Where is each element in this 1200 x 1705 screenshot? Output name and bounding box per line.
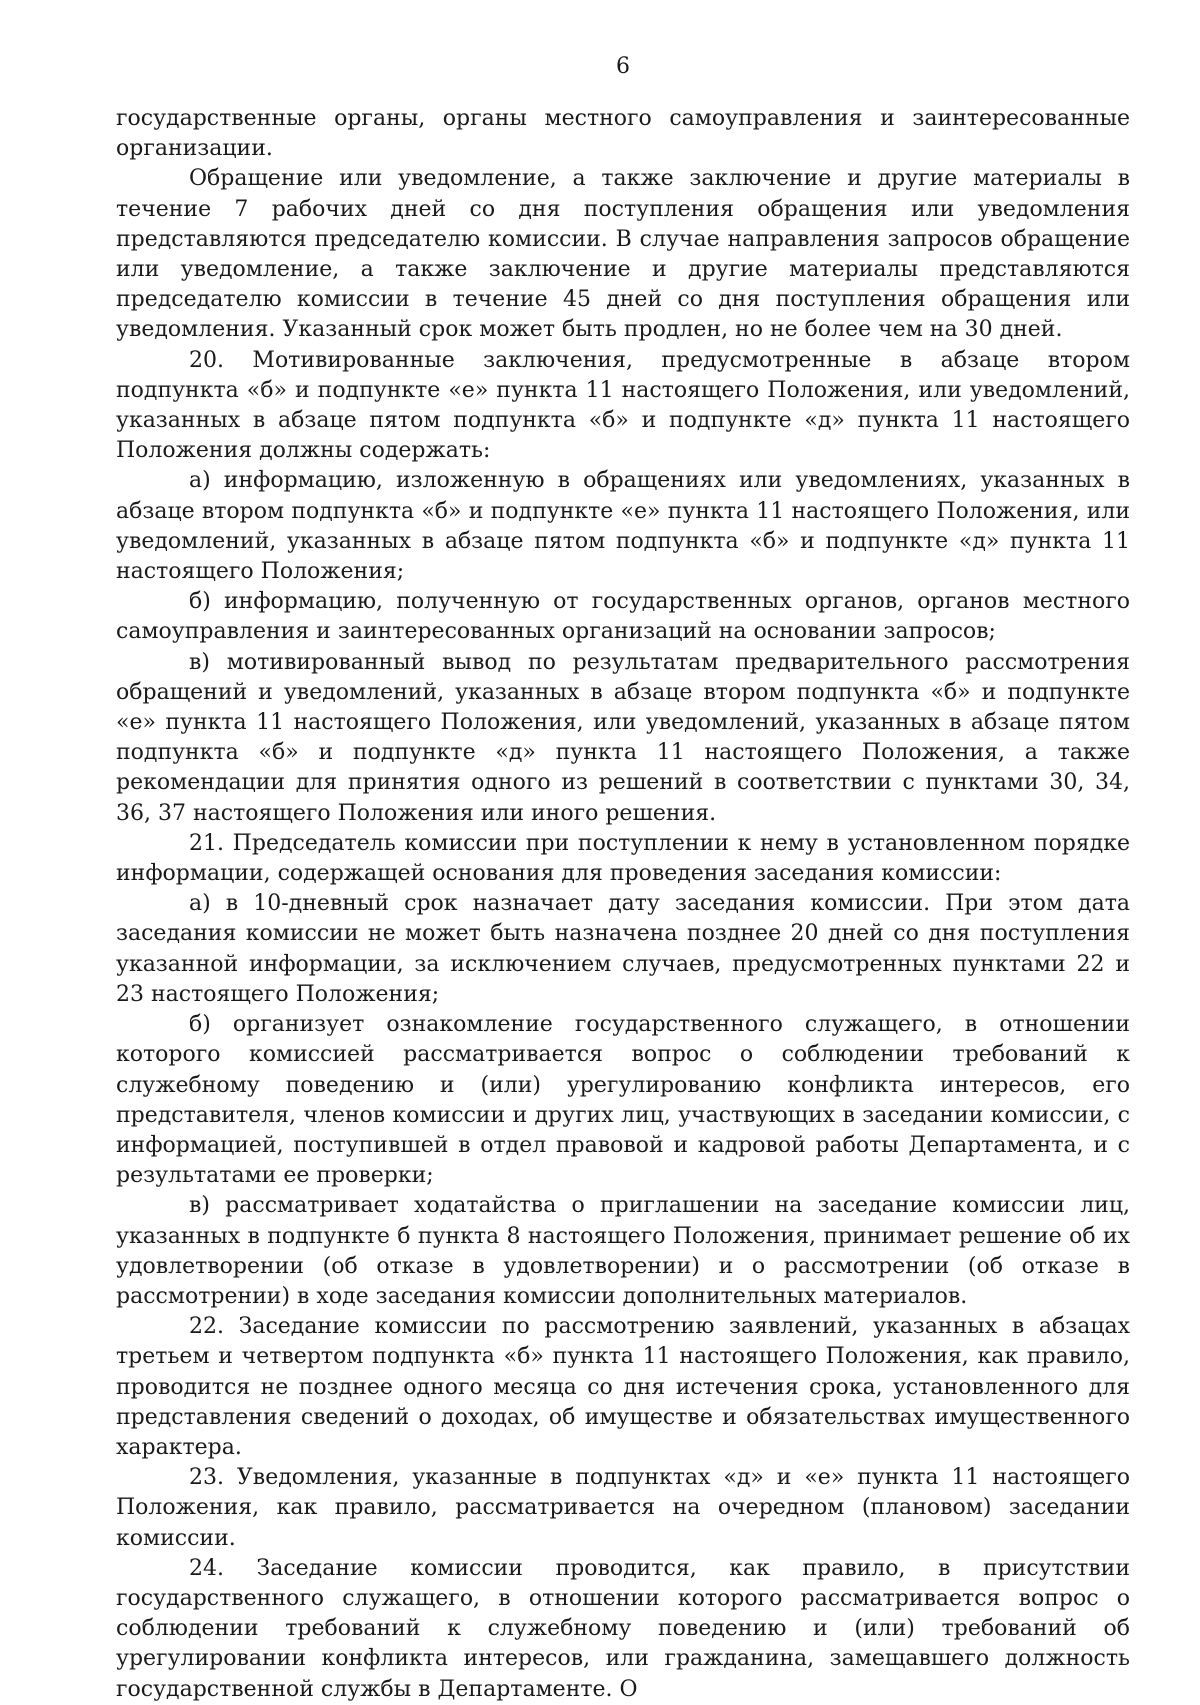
page-number: 6 xyxy=(616,54,630,79)
paragraph-item-21-v: в) рассматривает ходатайства о приглашении на заседание комиссии лиц, указанных в подпункте б пункта 8 настоящего Положения, принимает решение об их удовлетворении (об отказе в удовлетворении) и о рассмотрении (об отказе в рассмотрении) в ходе заседания комиссии дополнительных материалов. xyxy=(116,1193,1130,1309)
paragraph-deadlines: Обращение или уведомление, а также заключение и другие материалы в течение 7 рабочих дней со дня поступления обращения или уведомления представляются председателю комиссии. В случае направления запросов обращение или уведомление, а также заключение и другие материалы представляются председателю комиссии в течение 45 дней со дня поступления обращения или уведомления. Указанный срок может быть продлен, но не более чем на 30 дней. xyxy=(116,166,1130,343)
paragraph-item-22: 22. Заседание комиссии по рассмотрению заявлений, указанных в абзацах третьем и четвертом подпункта «б» пункта 11 настоящего Положения, как правило, проводится не позднее одного месяца со дня истечения срока, установленного для представления сведений о доходах, об имуществе и обязательствах имущественного характера. xyxy=(116,1314,1130,1460)
paragraph-item-20: 20. Мотивированные заключения, предусмотренные в абзаце втором подпункта «б» и подпункте «е» пункта 11 настоящего Положения, или уведомлений, указанных в абзаце пятом подпункта «б» и подпункте «д» пункта 11 настоящего Положения должны содержать: xyxy=(116,347,1130,464)
document-page xyxy=(116,52,1130,1705)
paragraph-item-21-a: а) в 10-дневный срок назначает дату заседания комиссии. При этом дата заседания комиссии не может быть назначена позднее 20 дней со дня поступления указанной информации, за исключением случаев, предусмотренных пунктами 22 и 23 настоящего Положения; xyxy=(116,891,1130,1007)
paragraph-item-21-b: б) организует ознакомление государственного служащего, в отношении которого комиссией рассматривается вопрос о соблюдении требований к служебному поведению и (или) урегулированию конфликта интересов, его представителя, членов комиссии и других лиц, участвующих в заседании комиссии, с информацией, поступившей в отдел правовой и кадровой работы Департамента, и с результатами ее проверки; xyxy=(116,1012,1130,1189)
paragraph-continuation: государственные органы, органы местного самоуправления и заинтересованные организации. xyxy=(116,106,1130,162)
paragraph-item-20-b: б) информацию, полученную от государственных органов, органов местного самоуправления и заинтересованных организаций на основании запросов; xyxy=(116,589,1130,645)
paragraph-item-20-a: а) информацию, изложенную в обращениях или уведомлениях, указанных в абзаце втором подпункта «б» и подпункте «е» пункта 11 настоящего Положения, или уведомлений, указанных в абзаце пятом подпункта «б» и подпункте «д» пункта 11 настоящего Положения; xyxy=(116,468,1130,585)
paragraph-item-21: 21. Председатель комиссии при поступлении к нему в установленном порядке информации, содержащей основания для проведения заседания комиссии: xyxy=(116,830,1130,887)
paragraph-item-23: 23. Уведомления, указанные в подпунктах «д» и «е» пункта 11 настоящего Положения, как правило, рассматривается на очередном (плановом) заседании комиссии. xyxy=(116,1465,1130,1551)
paragraph-item-20-v: в) мотивированный вывод по результатам предварительного рассмотрения обращений и уведомлений, указанных в абзаце втором подпункта «б» и подпункте «е» пункта 11 настоящего Положения, или уведомлений, указанных в абзаце пятом подпункта «б» и подпункте «д» пункта 11 настоящего Положения, а также рекомендации для принятия одного из решений в соответствии с пунктами 30, 34, 36, 37 настоящего Положения или иного решения. xyxy=(116,649,1130,826)
paragraph-item-24: 24. Заседание комиссии проводится, как правило, в присутствии государственного служащего, в отношении которого рассматривается вопрос о соблюдении требований к служебному поведению и (или) требований об урегулировании конфликта интересов, или гражданина, замещавшего должность государственной службы в Департаменте. О xyxy=(116,1555,1130,1702)
